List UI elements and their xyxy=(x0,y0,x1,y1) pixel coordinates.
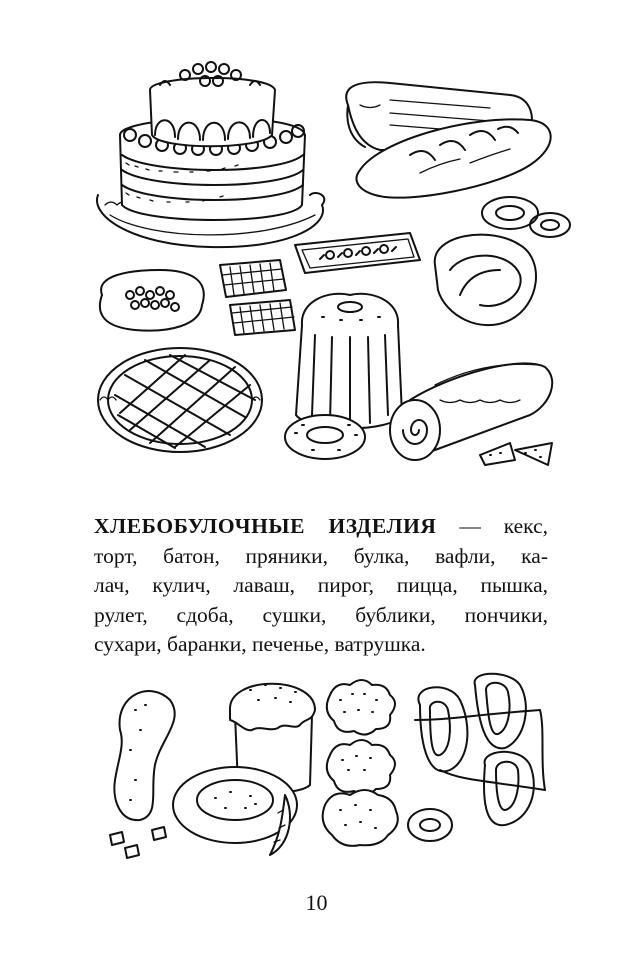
text-line-4: рулет, сдоба, сушки, бублики, пончики, xyxy=(94,602,548,627)
rusk-icon xyxy=(480,443,552,465)
rusk-crumbs-icon xyxy=(110,827,166,858)
sushki-icon xyxy=(408,809,452,841)
pastry-icon xyxy=(100,270,204,331)
page-number: 10 xyxy=(305,890,328,915)
bagel-garland-icon xyxy=(415,674,545,825)
definition-start: — кекс, xyxy=(436,514,548,538)
bun-icon xyxy=(114,691,174,820)
text-line-2: торт, батон, пряники, булка, вафли, ка- xyxy=(94,543,548,568)
term-heading: ХЛЕБОБУЛОЧНЫЕ ИЗДЕЛИЯ xyxy=(94,514,437,538)
gingerbread-icon xyxy=(295,233,420,273)
cake-icon xyxy=(97,62,324,247)
text-line-1 xyxy=(94,512,548,542)
cookie-icon xyxy=(323,680,398,846)
text-line-5: сухари, баранки, печенье, ватрушка. xyxy=(94,632,426,656)
text-line-3: лач, кулич, лаваш, пирог, пицца, пышка, xyxy=(94,573,548,597)
kalach-icon xyxy=(435,235,536,326)
bagel-icon xyxy=(482,197,570,237)
roll-icon xyxy=(390,363,552,460)
definition-paragraph xyxy=(94,512,548,660)
kulich-mold-icon xyxy=(296,294,402,429)
donut-icon xyxy=(285,415,365,459)
bottom-illustration xyxy=(100,670,560,870)
top-illustration xyxy=(90,55,570,475)
pie-icon xyxy=(98,348,262,452)
waffle-icon xyxy=(220,260,295,335)
